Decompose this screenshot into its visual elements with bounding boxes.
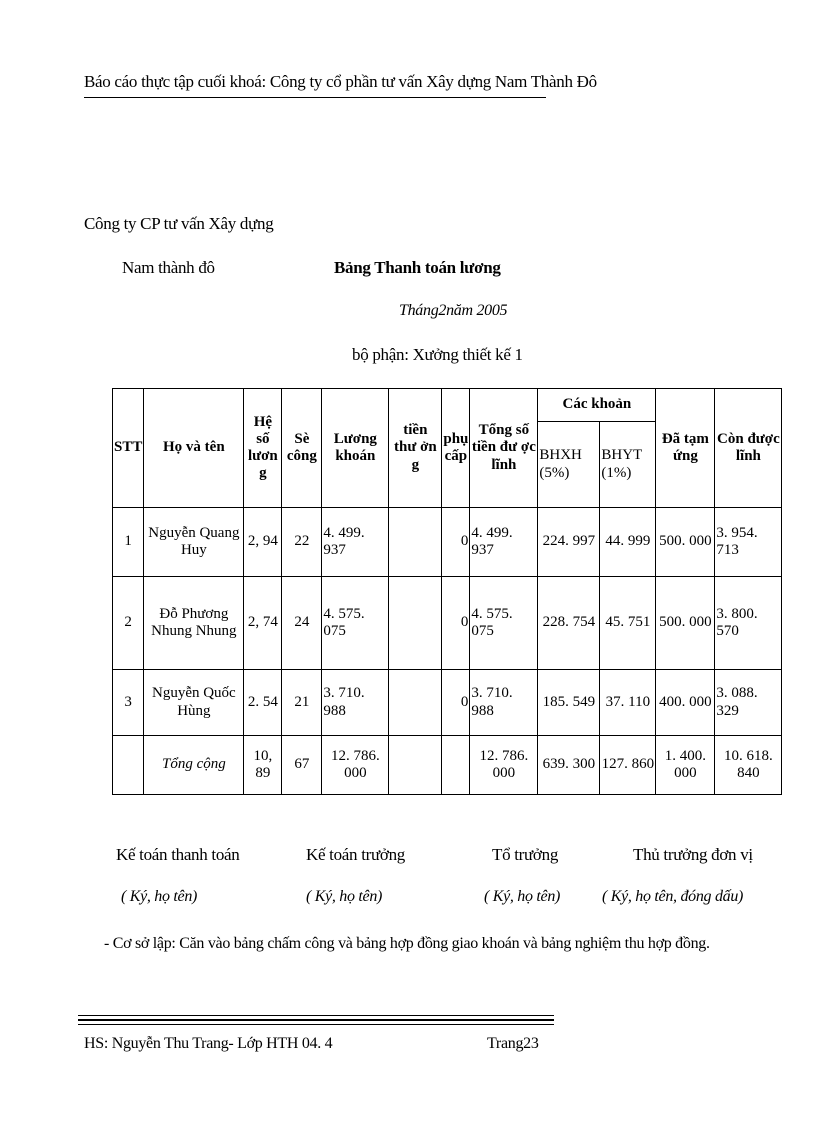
header-name: Họ và tên bbox=[144, 389, 244, 508]
signature-title-chief-accountant: Kế toán trưởng bbox=[306, 845, 405, 864]
document-department: bộ phận: Xưởng thiết kế 1 bbox=[352, 345, 523, 364]
table-row bbox=[113, 670, 782, 736]
cell-name: Nguyễn Quốc Hùng bbox=[144, 670, 244, 736]
cell-bhxh: 228. 754 bbox=[538, 577, 600, 670]
total-days: 67 bbox=[282, 736, 322, 795]
payroll-table bbox=[112, 388, 782, 795]
cell-bhxh: 185. 549 bbox=[538, 670, 600, 736]
cell-stt: 1 bbox=[113, 508, 144, 577]
header-total: Tổng số tiền đư ợc lĩnh bbox=[470, 389, 538, 508]
cell-coef: 2, 94 bbox=[244, 508, 282, 577]
cell-advance: 400. 000 bbox=[656, 670, 715, 736]
cell-allowance: 0 bbox=[442, 670, 470, 736]
total-advance: 1. 400. 000 bbox=[656, 736, 715, 795]
cell-remaining: 3. 800. 570 bbox=[715, 577, 782, 670]
total-total: 12. 786. 000 bbox=[470, 736, 538, 795]
footer-rule bbox=[78, 1024, 554, 1025]
cell-advance: 500. 000 bbox=[656, 577, 715, 670]
cell-total: 4. 575. 075 bbox=[470, 577, 538, 670]
header-remaining: Còn được lĩnh bbox=[715, 389, 782, 508]
cell-salary: 4. 575. 075 bbox=[322, 577, 389, 670]
header-underline bbox=[84, 97, 546, 98]
total-remaining: 10. 618. 840 bbox=[715, 736, 782, 795]
cell-advance: 500. 000 bbox=[656, 508, 715, 577]
document-month: Tháng2năm 2005 bbox=[399, 302, 508, 319]
signature-title-head: Thủ trưởng đơn vị bbox=[633, 845, 753, 864]
header-days: Sè công bbox=[282, 389, 322, 508]
cell-stt: 3 bbox=[113, 670, 144, 736]
cell-bhyt: 37. 110 bbox=[600, 670, 656, 736]
header-allowance: phụ cấp bbox=[442, 389, 470, 508]
cell-total: 3. 710. 988 bbox=[470, 670, 538, 736]
table-row bbox=[113, 508, 782, 577]
header-stt: STT bbox=[113, 389, 144, 508]
cell-remaining: 3. 954. 713 bbox=[715, 508, 782, 577]
total-bonus bbox=[389, 736, 442, 795]
basis-note: - Cơ sở lập: Căn vào bảng chấm công và bảng hợp đồng giao khoán và bảng nghiệm thu hợp đồng. bbox=[104, 935, 710, 952]
cell-days: 21 bbox=[282, 670, 322, 736]
signature-sub-head: ( Ký, họ tên, đóng dấu) bbox=[602, 888, 744, 905]
signature-sub-chief-accountant: ( Ký, họ tên) bbox=[306, 888, 383, 905]
signature-title-accountant: Kế toán thanh toán bbox=[116, 845, 240, 864]
cell-salary: 3. 710. 988 bbox=[322, 670, 389, 736]
cell-allowance: 0 bbox=[442, 577, 470, 670]
cell-coef: 2, 74 bbox=[244, 577, 282, 670]
cell-remaining: 3. 088. 329 bbox=[715, 670, 782, 736]
cell-bhyt: 45. 751 bbox=[600, 577, 656, 670]
cell-days: 22 bbox=[282, 508, 322, 577]
header-bhyt: BHYT (1%) bbox=[600, 422, 656, 508]
header-bhxh: BHXH (5%) bbox=[538, 422, 600, 508]
header-coef: Hệ số lươn g bbox=[244, 389, 282, 508]
cell-stt bbox=[113, 736, 144, 795]
cell-bonus bbox=[389, 577, 442, 670]
header-bonus: tiền thư ởn g bbox=[389, 389, 442, 508]
header-salary: Lương khoán bbox=[322, 389, 389, 508]
cell-bhyt: 44. 999 bbox=[600, 508, 656, 577]
header-deductions: Các khoản bbox=[538, 389, 656, 422]
cell-stt: 2 bbox=[113, 577, 144, 670]
signature-title-team-leader: Tổ trưởng bbox=[492, 845, 559, 864]
signature-sub-team-leader: ( Ký, họ tên) bbox=[484, 888, 561, 905]
company-name-line1: Công ty CP tư vấn Xây dựng bbox=[84, 214, 274, 233]
total-bhyt: 127. 860 bbox=[600, 736, 656, 795]
total-salary: 12. 786. 000 bbox=[322, 736, 389, 795]
cell-days: 24 bbox=[282, 577, 322, 670]
total-bhxh: 639. 300 bbox=[538, 736, 600, 795]
total-allowance bbox=[442, 736, 470, 795]
page-header-title: Báo cáo thực tập cuối khoá: Công ty cổ phần tư vấn Xây dựng Nam Thành Đô bbox=[84, 72, 597, 91]
cell-bonus bbox=[389, 670, 442, 736]
table-row bbox=[113, 577, 782, 670]
header-advance: Đã tạm ứng bbox=[656, 389, 715, 508]
table-total-row bbox=[113, 736, 782, 795]
company-name-line2: Nam thành đô bbox=[122, 258, 215, 277]
cell-total: 4. 499. 937 bbox=[470, 508, 538, 577]
footer-student: HS: Nguyễn Thu Trang- Lớp HTH 04. 4 bbox=[84, 1035, 333, 1052]
cell-allowance: 0 bbox=[442, 508, 470, 577]
footer-rule bbox=[78, 1019, 554, 1021]
total-coef: 10, 89 bbox=[244, 736, 282, 795]
cell-bonus bbox=[389, 508, 442, 577]
cell-coef: 2. 54 bbox=[244, 670, 282, 736]
document-title: Bảng Thanh toán lương bbox=[334, 258, 501, 277]
signature-sub-accountant: ( Ký, họ tên) bbox=[121, 888, 198, 905]
cell-bhxh: 224. 997 bbox=[538, 508, 600, 577]
footer-rule bbox=[78, 1015, 554, 1016]
cell-name: Đỗ Phương Nhung Nhung bbox=[144, 577, 244, 670]
total-label: Tổng cộng bbox=[144, 736, 244, 795]
footer-page-number: Trang23 bbox=[487, 1035, 539, 1052]
cell-salary: 4. 499. 937 bbox=[322, 508, 389, 577]
cell-name: Nguyễn Quang Huy bbox=[144, 508, 244, 577]
